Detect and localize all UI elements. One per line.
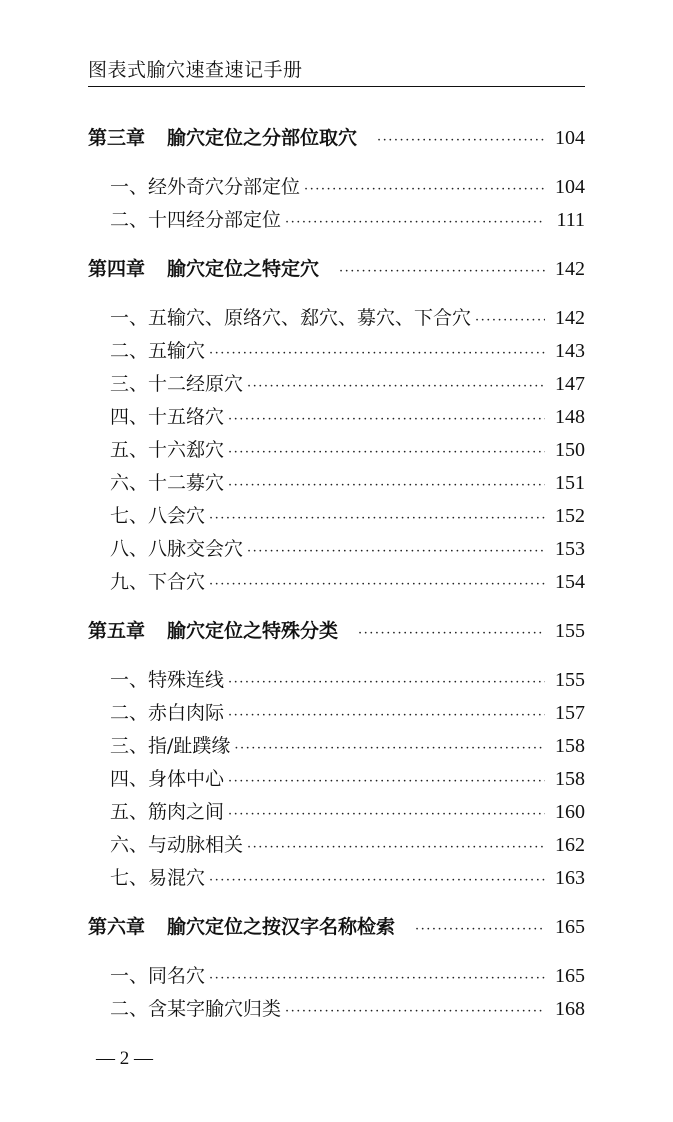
toc-section-entry[interactable]: [88, 171, 585, 204]
section-title: 三、十二经原穴: [110, 373, 244, 395]
chapter-number: 第四章: [88, 258, 146, 280]
section-title: 二、赤白肉际: [110, 702, 225, 724]
page-ref: 163: [555, 867, 585, 889]
dot-leader: [285, 206, 545, 239]
page-ref: 165: [555, 965, 585, 987]
page-ref: 104: [555, 127, 585, 149]
page-ref: 142: [555, 258, 585, 280]
toc-section-entry[interactable]: [88, 796, 585, 829]
dot-leader: [304, 173, 545, 206]
toc-section-entry[interactable]: [88, 533, 585, 566]
section-title: 七、八会穴: [110, 505, 206, 527]
section-title: 一、特殊连线: [110, 669, 225, 691]
dot-leader: [415, 913, 545, 946]
section-title: 八、八脉交会穴: [110, 538, 244, 560]
page-ref: 147: [555, 373, 585, 395]
dot-leader: [358, 617, 545, 650]
page-ref: 142: [555, 307, 585, 329]
toc-section-entry[interactable]: [88, 204, 585, 237]
page-ref: 153: [555, 538, 585, 560]
dot-leader: [228, 765, 545, 798]
toc-section-entry[interactable]: [88, 335, 585, 368]
dot-leader: [228, 469, 545, 502]
dot-leader: [228, 436, 545, 469]
dot-leader: [228, 666, 545, 699]
section-title: 一、同名穴: [110, 965, 206, 987]
toc-section-entry[interactable]: [88, 566, 585, 599]
dot-leader: [247, 370, 545, 403]
section-title: 六、十二募穴: [110, 472, 225, 494]
toc-section-entry[interactable]: [88, 862, 585, 895]
page-ref: 157: [555, 702, 585, 724]
section-title: 四、十五络穴: [110, 406, 225, 428]
chapter-number: 第五章: [88, 620, 146, 642]
page-ref: 143: [555, 340, 585, 362]
dot-leader: [285, 995, 545, 1028]
page-number: — 2 —: [96, 1048, 153, 1069]
toc-section-entry[interactable]: [88, 434, 585, 467]
dot-leader: [209, 502, 545, 535]
toc-section-entry[interactable]: [88, 302, 585, 335]
chapter-title: 腧穴定位之分部位取穴: [167, 127, 358, 149]
page-ref: 148: [555, 406, 585, 428]
dot-leader: [228, 403, 545, 436]
toc-section-entry[interactable]: [88, 467, 585, 500]
dot-leader: [247, 535, 545, 568]
dot-leader: [339, 255, 545, 288]
page-ref: 150: [555, 439, 585, 461]
section-title: 一、经外奇穴分部定位: [110, 176, 301, 198]
section-title: 三、指/趾蹼缘: [110, 735, 231, 757]
section-title: 七、易混穴: [110, 867, 206, 889]
toc-section-entry[interactable]: [88, 368, 585, 401]
section-title: 一、五输穴、原络穴、郄穴、募穴、下合穴: [110, 307, 472, 329]
toc-chapter-entry[interactable]: [88, 122, 585, 155]
section-title: 六、与动脉相关: [110, 834, 244, 856]
toc-chapter-entry[interactable]: [88, 911, 585, 944]
dot-leader: [228, 798, 545, 831]
section-title: 九、下合穴: [110, 571, 206, 593]
dot-leader: [247, 831, 545, 864]
page-ref: 158: [555, 768, 585, 790]
section-title: 二、含某字腧穴归类: [110, 998, 282, 1020]
toc-section-entry[interactable]: [88, 401, 585, 434]
toc-chapter-entry[interactable]: [88, 615, 585, 648]
page-ref: 151: [555, 472, 585, 494]
chapter-number: 第三章: [88, 127, 146, 149]
toc-section-entry[interactable]: [88, 697, 585, 730]
header-rule: [88, 86, 585, 87]
page-ref: 162: [555, 834, 585, 856]
toc-section-entry[interactable]: [88, 829, 585, 862]
page-ref: 158: [555, 735, 585, 757]
toc-section-entry[interactable]: [88, 500, 585, 533]
page-ref: 168: [555, 998, 585, 1020]
running-header-title: 图表式腧穴速查速记手册: [88, 59, 303, 81]
page-ref: 155: [555, 669, 585, 691]
chapter-title: 腧穴定位之特殊分类: [167, 620, 339, 642]
page-ref: 154: [555, 571, 585, 593]
toc-chapter-entry[interactable]: [88, 253, 585, 286]
table-of-contents: [88, 122, 585, 1026]
page-ref: 160: [555, 801, 585, 823]
toc-section-entry[interactable]: [88, 730, 585, 763]
dot-leader: [209, 962, 545, 995]
toc-section-entry[interactable]: [88, 664, 585, 697]
dot-leader: [475, 304, 545, 337]
chapter-title: 腧穴定位之按汉字名称检索: [167, 916, 396, 938]
section-title: 二、五输穴: [110, 340, 206, 362]
dot-leader: [209, 568, 545, 601]
section-title: 五、十六郄穴: [110, 439, 225, 461]
chapter-number: 第六章: [88, 916, 146, 938]
section-title: 四、身体中心: [110, 768, 225, 790]
section-title: 五、筋肉之间: [110, 801, 225, 823]
toc-section-entry[interactable]: [88, 993, 585, 1026]
page-ref: 111: [556, 209, 585, 231]
dot-leader: [234, 732, 545, 765]
toc-section-entry[interactable]: [88, 763, 585, 796]
page-ref: 155: [555, 620, 585, 642]
dot-leader: [209, 864, 545, 897]
page-ref: 165: [555, 916, 585, 938]
dot-leader: [228, 699, 545, 732]
chapter-title: 腧穴定位之特定穴: [167, 258, 320, 280]
section-title: 二、十四经分部定位: [110, 209, 282, 231]
dot-leader: [209, 337, 545, 370]
toc-section-entry[interactable]: [88, 960, 585, 993]
dot-leader: [377, 124, 545, 157]
page-ref: 104: [555, 176, 585, 198]
page-ref: 152: [555, 505, 585, 527]
